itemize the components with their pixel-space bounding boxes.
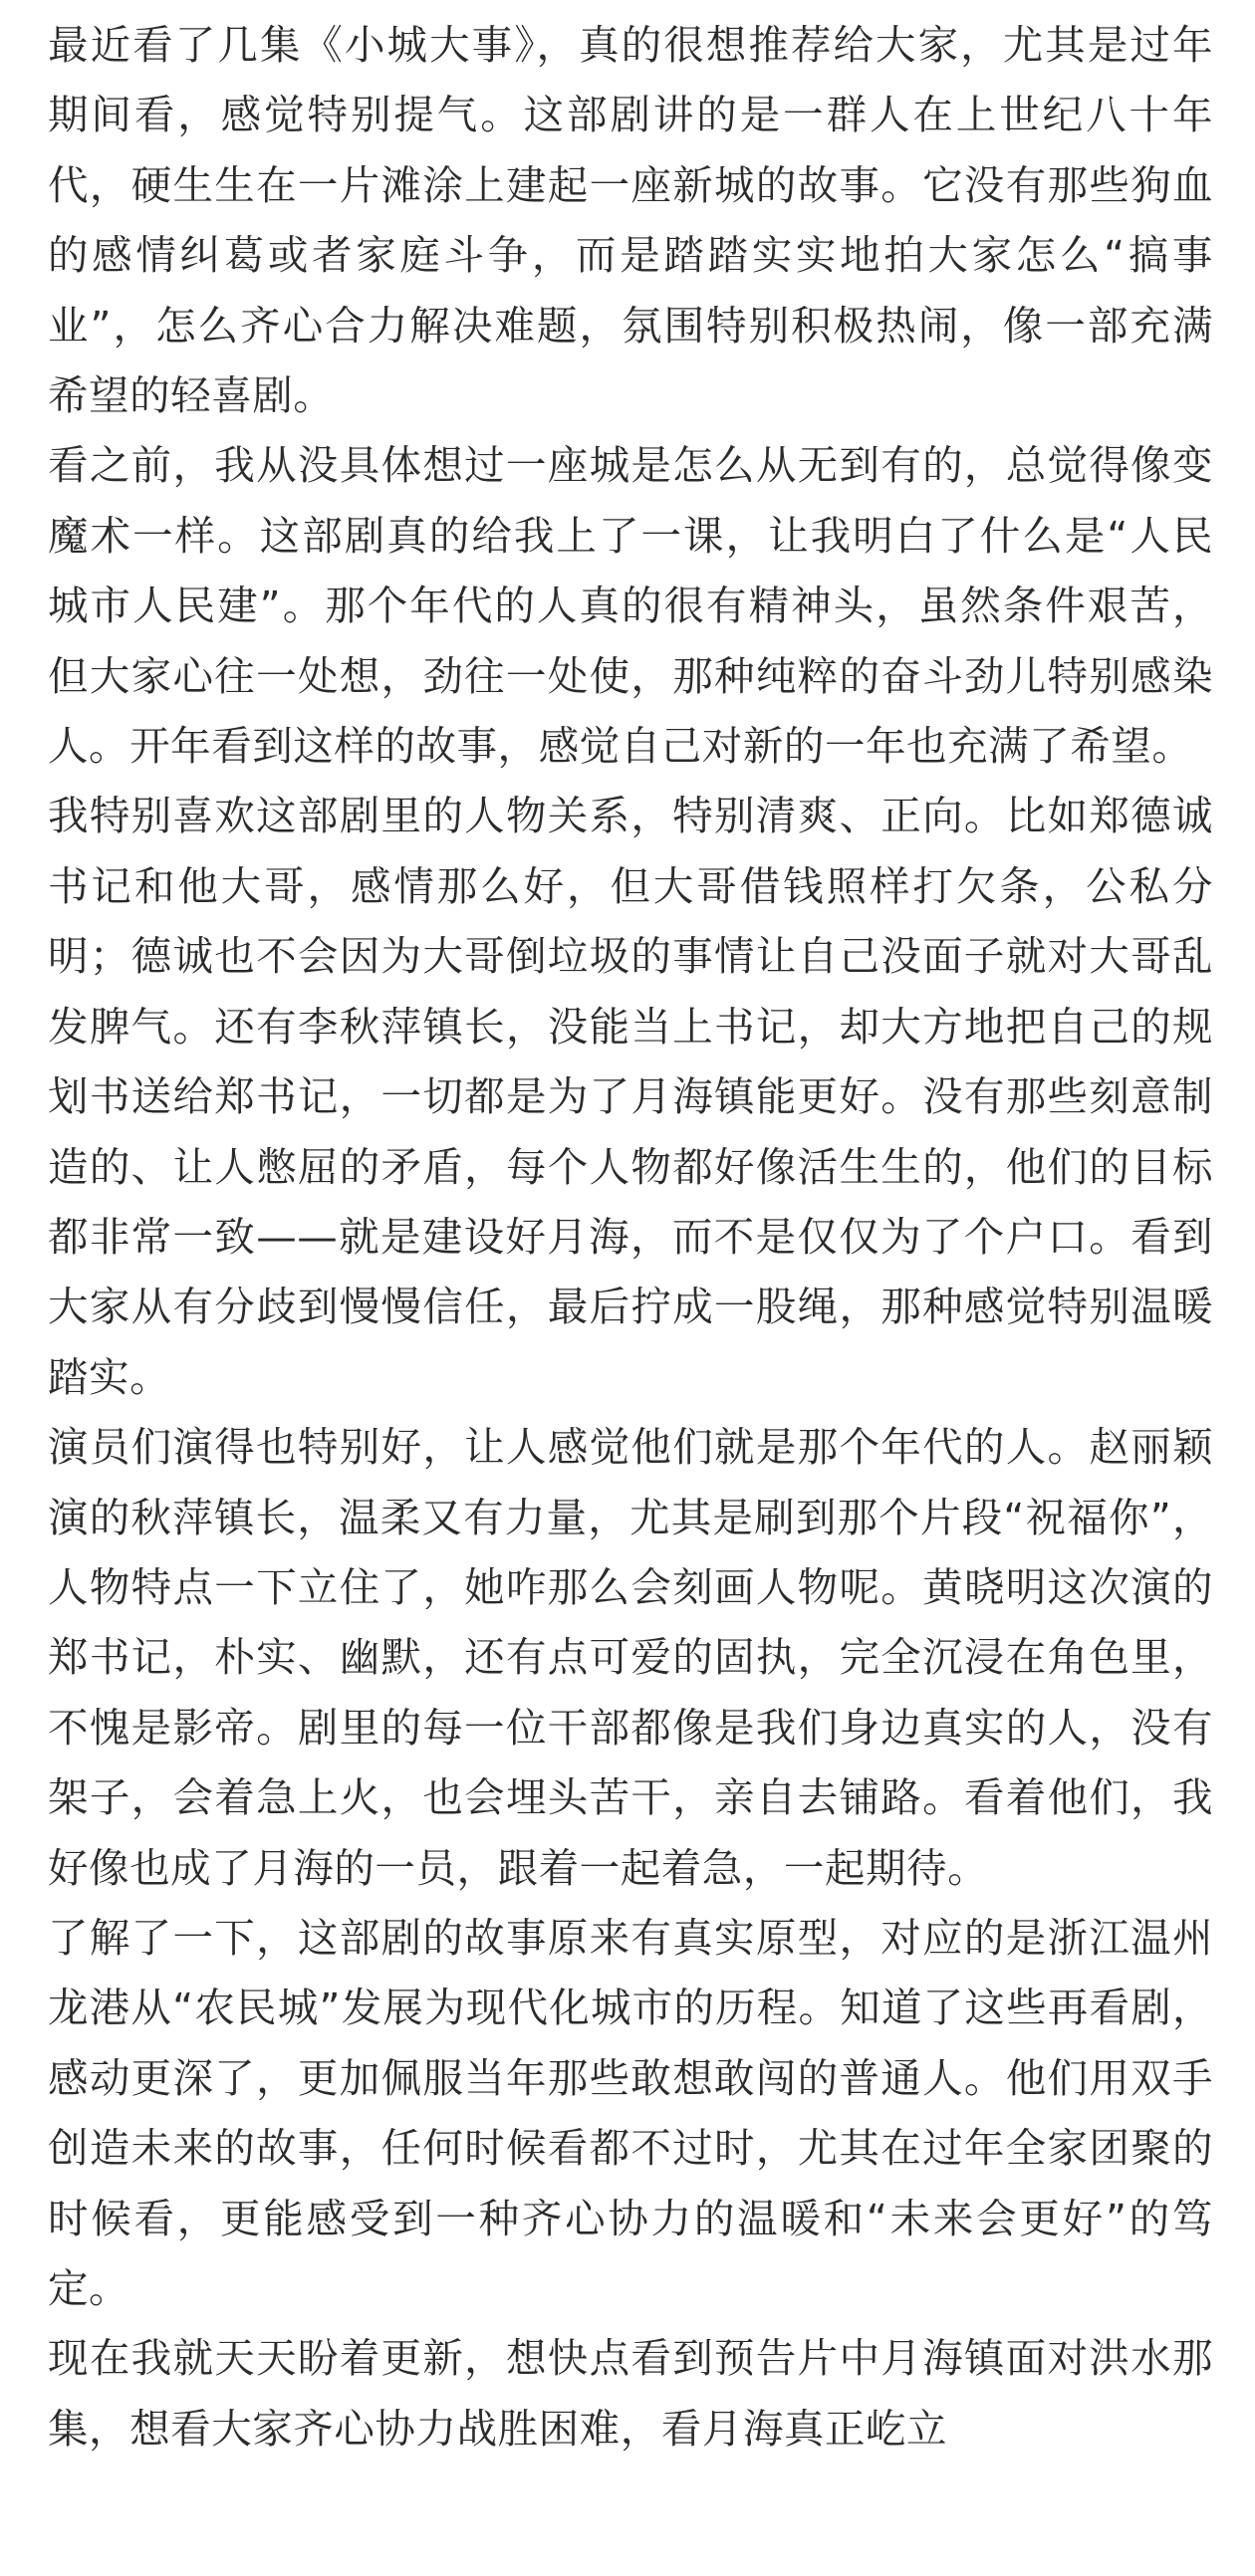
paragraph-intro: 最近看了几集《小城大事》，真的很想推荐给大家，尤其是过年期间看，感觉特别提气。这部剧讲的是一群人在上世纪八十年代，硬生生在一片滩涂上建起一座新城的故事。它没有那些狗血的感情纠葛或者家庭斗争，而是踏踏实实地拍大家怎么“搞事业”，怎么齐心合力解决难题，氛围特别积极热闹，像一部充满希望的轻喜剧。	[48, 21, 1213, 420]
article-body	[48, 10, 1213, 2463]
paragraph-anticipation: 现在我就天天盼着更新，想快点看到预告片中月海镇面对洪水那集，想看大家齐心协力战胜困难，看月海真正屹立	[48, 2334, 1213, 2453]
paragraph-real-prototype: 了解了一下，这部剧的故事原来有真实原型，对应的是浙江温州龙港从“农民城”发展为现代化城市的历程。知道了这些再看剧，感动更深了，更加佩服当年那些敢想敢闯的普通人。他们用双手创造未来的故事，任何时候看都不过时，尤其在过年全家团聚的时候看，更能感受到一种齐心协力的温暖和“未来会更好”的笃定。	[48, 1913, 1213, 2312]
paragraph-city-building: 看之前，我从没具体想过一座城是怎么从无到有的，总觉得像变魔术一样。这部剧真的给我上了一课，让我明白了什么是“人民城市人民建”。那个年代的人真的很有精神头，虽然条件艰苦，但大家心往一处想，劲往一处使，那种纯粹的奋斗劲儿特别感染人。开年看到这样的故事，感觉自己对新的一年也充满了希望。	[48, 441, 1213, 771]
paragraph-characters: 我特别喜欢这部剧里的人物关系，特别清爽、正向。比如郑德诚书记和他大哥，感情那么好，但大哥借钱照样打欠条，公私分明；德诚也不会因为大哥倒垃圾的事情让自己没面子就对大哥乱发脾气。还有李秋萍镇长，没能当上书记，却大方地把自己的规划书送给郑书记，一切都是为了月海镇能更好。没有那些刻意制造的、让人憋屈的矛盾，每个人物都好像活生生的，他们的目标都非常一致——就是建设好月海，而不是仅仅为了个户口。看到大家从有分歧到慢慢信任，最后拧成一股绳，那种感觉特别温暖踏实。	[48, 792, 1213, 1401]
paragraph-actors: 演员们演得也特别好，让人感觉他们就是那个年代的人。赵丽颖演的秋萍镇长，温柔又有力量，尤其是刷到那个片段“祝福你”，人物特点一下立住了，她咋那么会刻画人物呢。黄晓明这次演的郑书记，朴实、幽默，还有点可爱的固执，完全沉浸在角色里，不愧是影帝。剧里的每一位干部都像是我们身边真实的人，没有架子，会着急上火，也会埋头苦干，亲自去铺路。看着他们，我好像也成了月海的一员，跟着一起着急，一起期待。	[48, 1423, 1213, 1892]
